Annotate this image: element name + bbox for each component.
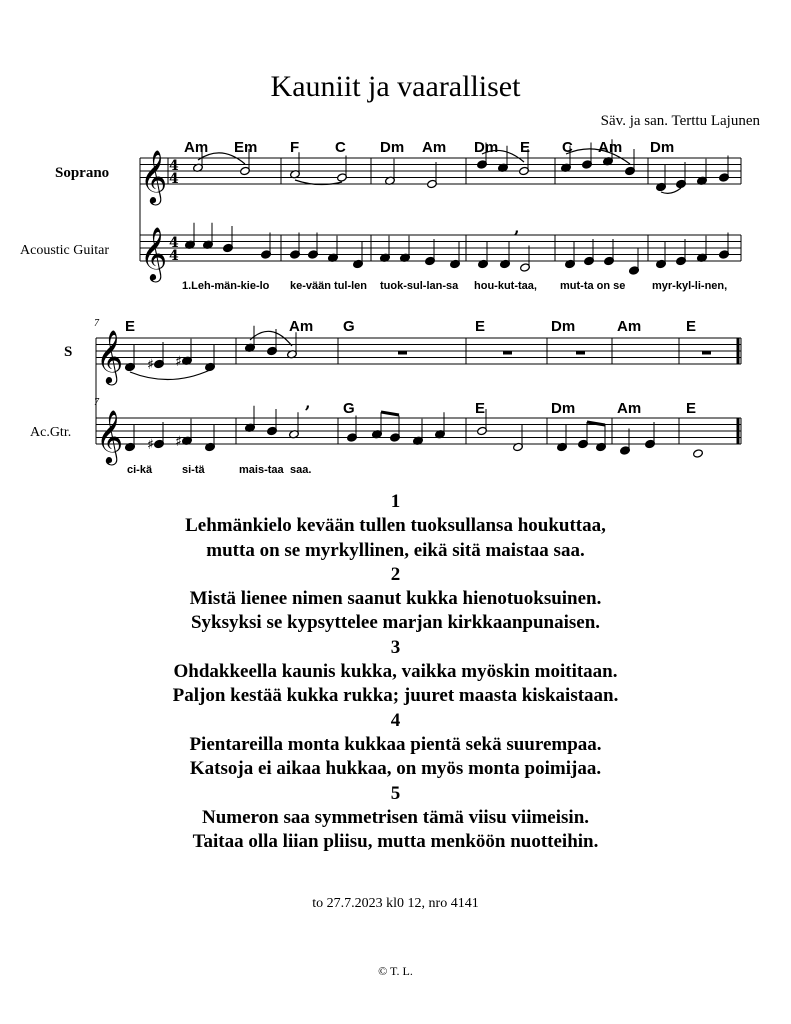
soprano-label-short: S: [64, 344, 73, 360]
lyric-segment: tuok-sul-lan-sa: [380, 280, 459, 292]
verse-number: 4: [390, 709, 401, 731]
sharp-icon: ♯: [147, 437, 154, 453]
lyric-segment: hou-kut-taa,: [474, 280, 537, 292]
lyric-segment: mais-taa: [239, 464, 284, 476]
time-signature: 4: [169, 235, 179, 251]
chord: F: [290, 139, 300, 156]
guitar-label-short: Ac.Gtr.: [30, 425, 72, 440]
sharp-icon: ♯: [147, 357, 154, 373]
treble-clef-icon: 𝄞: [140, 226, 168, 280]
lyric-segment: myr-kyl-li-nen,: [652, 280, 728, 292]
lyrics-verses: [0, 490, 791, 854]
time-signature: 4: [169, 248, 179, 264]
verse-number: 5: [390, 782, 401, 804]
copyright: © T. L.: [378, 964, 413, 978]
lyric-segment: si-tä: [182, 464, 205, 476]
verse-line: Lehmänkielo kevään tullen tuoksullansa houkuttaa,: [185, 515, 606, 537]
chord: E: [686, 400, 697, 417]
chord: G: [343, 400, 355, 417]
guitar-label: Acoustic Guitar: [20, 243, 110, 258]
chord: Em: [234, 139, 258, 156]
chord: Am: [184, 139, 209, 156]
breath-mark-icon: ,: [305, 393, 311, 412]
page-title: Kauniit ja vaaralliset: [270, 70, 521, 103]
composer-credit: Säv. ja san. Terttu Lajunen: [600, 113, 760, 129]
chord: E: [520, 139, 531, 156]
slur: [130, 370, 210, 380]
time-signature: 4: [169, 158, 179, 174]
lyric-segment: 1.Leh-män-kie-lo: [182, 280, 270, 292]
chord: Dm: [380, 139, 405, 156]
slur: [250, 331, 292, 346]
chord: Dm: [650, 139, 675, 156]
beam: [381, 412, 399, 415]
verse-line: Taitaa olla liian pliisu, mutta menköön nuotteihin.: [192, 831, 599, 853]
whole-rest: [503, 351, 512, 355]
chord: Am: [617, 318, 642, 335]
verse-line: Pientareilla monta kukkaa pientä sekä suurempaa.: [189, 733, 602, 755]
slur: [566, 149, 630, 164]
soprano-label: Soprano: [55, 165, 110, 181]
chord: E: [475, 400, 486, 417]
chord: Dm: [474, 139, 499, 156]
chord: C: [335, 139, 346, 156]
chord: G: [343, 318, 355, 335]
chord: C: [562, 139, 573, 156]
verse-number: 3: [390, 636, 401, 658]
verse-line: Katsoja ei aikaa hukkaa, on myös monta poimijaa.: [189, 758, 602, 780]
sharp-icon: ♯: [175, 433, 182, 450]
chord: Dm: [551, 318, 576, 335]
treble-clef-icon: 𝄞: [96, 329, 124, 383]
time-signature: 4: [169, 171, 179, 187]
music-notation: [0, 0, 791, 500]
footer-note: to 27.7.2023 kl0 12, nro 4141: [312, 896, 479, 911]
chord: E: [475, 318, 486, 335]
verse-line: mutta on se myrkyllinen, eikä sitä maistaa saa.: [206, 539, 585, 561]
verse-line: Ohdakkeella kaunis kukka, vaikka myöskin moititaan.: [173, 661, 618, 683]
treble-clef-icon: 𝄞: [140, 149, 168, 203]
verse-line: Mistä lienee nimen saanut kukka hienotuoksuinen.: [189, 588, 602, 610]
verse-line: Paljon kestää kukka rukka; juuret maasta kiskaistaan.: [172, 685, 619, 707]
note-head: [693, 449, 704, 458]
measure-number: 7: [94, 318, 99, 329]
lyric-segment: mut-ta on se: [560, 280, 626, 292]
chord: E: [125, 318, 136, 335]
chord: Am: [617, 400, 642, 417]
breath-mark-icon: ,: [514, 218, 520, 237]
verse-number: 1: [390, 491, 401, 512]
slur: [482, 150, 524, 162]
verse-line: Numeron saa symmetrisen tämä viisu viimeisin.: [201, 806, 590, 828]
whole-rest: [398, 351, 407, 355]
lyric-segment: saa.: [290, 464, 312, 476]
chord: Am: [289, 318, 314, 335]
verse-number: 2: [390, 563, 401, 585]
chord: Dm: [551, 400, 576, 417]
chord: Am: [422, 139, 447, 156]
sharp-icon: ♯: [175, 353, 182, 370]
lyric-segment: ci-kä: [127, 464, 153, 476]
verse-line: Syksyksi se kypsyttelee marjan kirkkaanpunaisen.: [190, 612, 601, 634]
whole-rest: [702, 351, 711, 355]
whole-rest: [576, 351, 585, 355]
chord: E: [686, 318, 697, 335]
chord: Am: [598, 139, 623, 156]
lyric-segment: ke-vään tul-len: [290, 280, 368, 292]
treble-clef-icon: 𝄞: [96, 409, 124, 463]
measure-number: 7: [94, 397, 99, 408]
